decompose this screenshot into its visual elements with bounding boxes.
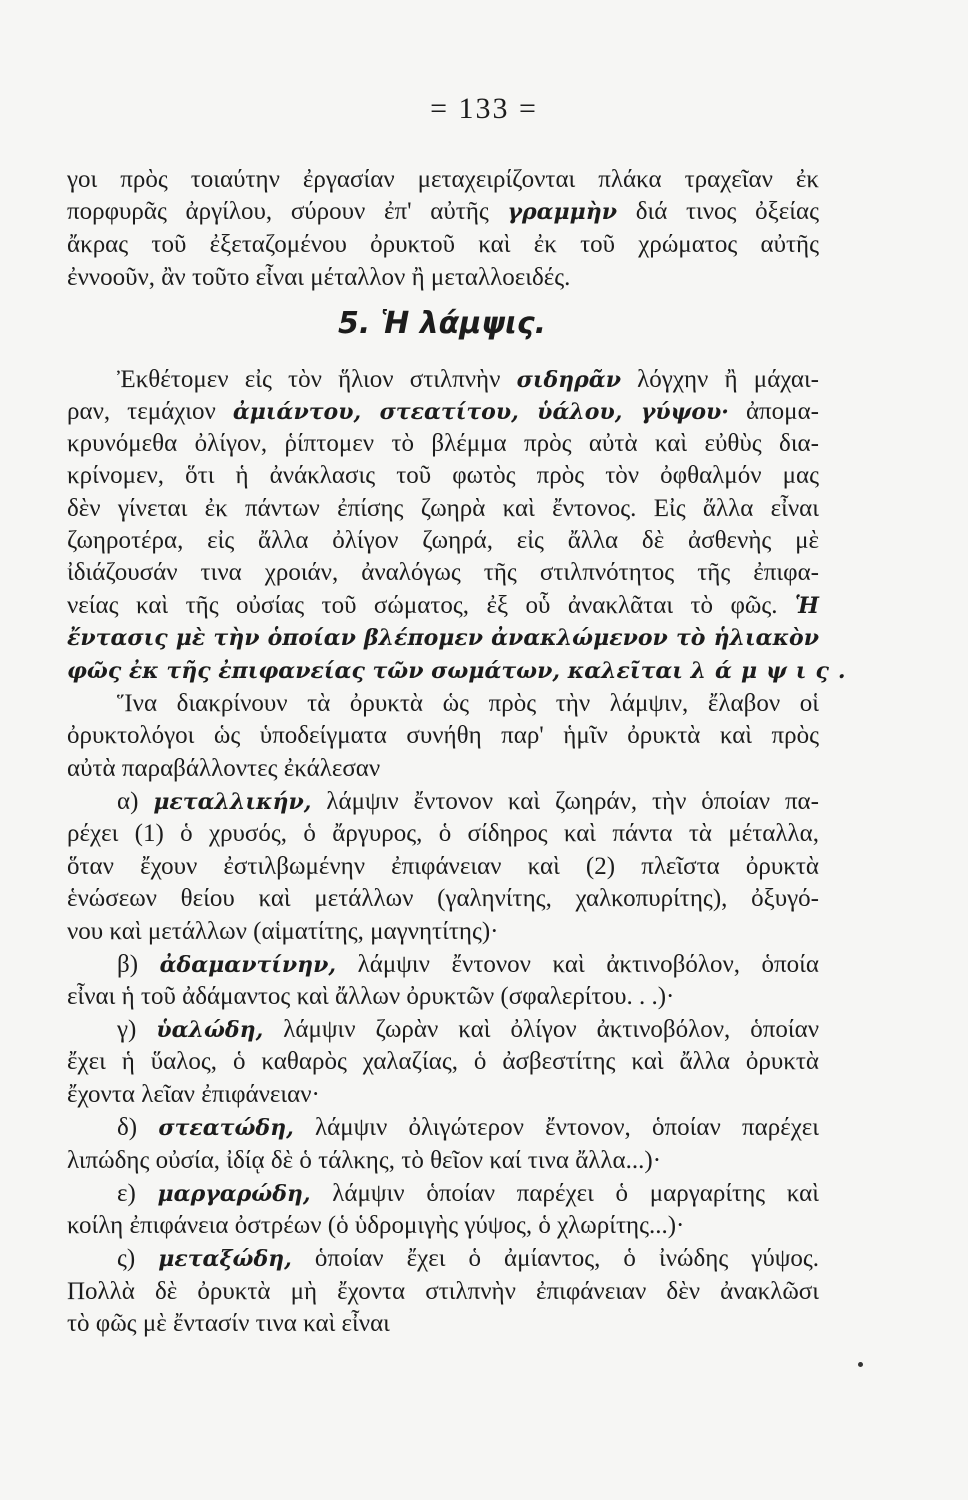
bold-term: λάμψις. bbox=[690, 658, 855, 684]
text-run: πορφυρᾶς ἀργίλου, σύρουν ἐπ' αὐτῆς bbox=[67, 198, 508, 225]
bold-term: στεατώδη, bbox=[158, 1115, 294, 1141]
text-run: ἑνώσεων θείου καὶ μετάλλων (γαληνίτης, χαλκοπυρίτης), ὀξυγό- bbox=[67, 885, 819, 912]
text-run: ἄκρας τοῦ ἐξεταζομένου ὀρυκτοῦ καὶ ἐκ τοῦ χρώματος αὐτῆς bbox=[67, 231, 819, 258]
text-run: ζωηροτέρα, εἰς ἄλλα ὀλίγον ζωηρά, εἰς ἄλλα δὲ ἀσθενὴς μὲ bbox=[67, 527, 819, 554]
text-line bbox=[67, 1079, 819, 1111]
text-line bbox=[67, 364, 819, 396]
text-run: λόγχην ἢ μάχαι- bbox=[620, 366, 820, 393]
text-run: δ) bbox=[67, 1114, 159, 1141]
ink-speck bbox=[858, 1362, 863, 1367]
text-run: ραν, τεμάχιον bbox=[67, 398, 233, 425]
text-line bbox=[67, 396, 819, 428]
text-line bbox=[67, 1308, 819, 1340]
bold-term: ἀδαμαντίνην, bbox=[159, 952, 337, 978]
text-line bbox=[67, 525, 819, 557]
text-line bbox=[67, 786, 819, 818]
text-line bbox=[67, 688, 819, 720]
text-run: νου καὶ μετάλλων (αἱματίτης, μαγνητίτης)· bbox=[67, 918, 499, 945]
text-run: νείας καὶ τῆς οὐσίας τοῦ σώματος, ἐξ οὗ ἀνακλᾶται τὸ φῶς. bbox=[67, 592, 795, 619]
text-run: ἔχει ἡ ὕαλος, ὁ καθαρὸς χαλαζίας, ὁ ἀσβεστίτης καὶ ἄλλα ὀρυκτὰ bbox=[67, 1048, 819, 1075]
text-line bbox=[67, 851, 819, 883]
text-run: Ἐκθέτομεν εἰς τὸν ἥλιον στιλπνὴν bbox=[67, 366, 517, 393]
text-line bbox=[67, 1243, 819, 1275]
text-line bbox=[67, 883, 819, 915]
text-run: διά τινος ὀξείας bbox=[617, 198, 819, 225]
text-run: ἰδιάζουσάν τινα χροιάν, ἀναλόγως τῆς στιλπνότητος τῆς ἐπιφα- bbox=[67, 559, 819, 586]
text-line bbox=[67, 229, 819, 261]
text-line bbox=[67, 655, 855, 687]
text-run: τὸ φῶς μὲ ἔντασίν τινα καὶ εἶναι bbox=[67, 1310, 390, 1337]
bold-term: Ἡ bbox=[794, 593, 819, 619]
text-run: ὀρυκτολόγοι ὡς ὑποδείγματα συνήθη παρ' ἡμῖν ὀρυκτὰ καὶ πρὸς bbox=[67, 722, 819, 749]
text-line bbox=[67, 262, 819, 294]
text-run: δὲν γίνεται ἐκ πάντων ἐπίσης ζωηρὰ καὶ ἔντονος. Εἰς ἄλλα εἶναι bbox=[67, 495, 819, 522]
text-run: α) bbox=[67, 788, 154, 815]
text-run: γοι πρὸς τοιαύτην ἐργασίαν μεταχειρίζονται πλάκα τραχεῖαν ἐκ bbox=[67, 166, 819, 193]
text-line bbox=[67, 1210, 819, 1242]
text-run: κοίλη ἐπιφάνεια ὀστρέων (ὁ ὑδρομιγὴς γύψος, ὁ χλωρίτης...)· bbox=[67, 1212, 685, 1239]
text-run: λάμψιν ζωρὰν καὶ ὀλίγον ἀκτινοβόλον, ὁποίαν bbox=[263, 1016, 820, 1043]
text-line bbox=[67, 590, 819, 622]
text-run: αὐτὰ παραβάλλοντες ἐκάλεσαν bbox=[67, 755, 381, 782]
bold-term: ἀμιάντου, στεατίτου, ὑάλου, γύψου· bbox=[232, 399, 729, 425]
text-line bbox=[67, 557, 819, 589]
text-run: Πολλὰ δὲ ὀρυκτὰ μὴ ἔχοντα στιλπνὴν ἐπιφάνειαν δὲν ἀνακλῶσι bbox=[67, 1278, 819, 1305]
text-line bbox=[67, 818, 819, 850]
bold-term: σιδηρᾶν bbox=[516, 367, 621, 393]
bold-term: μαργαρώδη, bbox=[157, 1181, 311, 1207]
page-number: = 133 = bbox=[430, 92, 538, 125]
text-run: ς) bbox=[67, 1245, 159, 1272]
bold-term: μεταξώδη, bbox=[158, 1246, 292, 1272]
text-run: ἐννοοῦν, ἂν τοῦτο εἶναι μέταλλον ἢ μεταλλοειδές. bbox=[67, 264, 571, 291]
bold-term: ὑαλώδη, bbox=[156, 1017, 264, 1043]
text-line bbox=[67, 428, 819, 460]
text-run: ρέχει (1) ὁ χρυσός, ὁ ἄργυρος, ὁ σίδηρος καὶ πάντα τὰ μέταλλα, bbox=[67, 820, 819, 847]
text-run: λάμψιν ὀλιγώτερον ἔντονον, ὁποίαν παρέχει bbox=[293, 1114, 820, 1141]
bold-term: ἔντασις μὲ τὴν ὁποίαν βλέπομεν ἀνακλώμενον τὸ ἡλιακὸν bbox=[67, 625, 819, 651]
bold-term: μεταλλικήν, bbox=[153, 789, 312, 815]
text-run: κρίνομεν, ὅτι ἡ ἀνάκλασις τοῦ φωτὸς πρὸς τὸν ὀφθαλμόν μας bbox=[67, 462, 819, 489]
text-run: εἶναι ἡ τοῦ ἀδάμαντος καὶ ἄλλων ὀρυκτῶν (σφαλερίτου. . .)· bbox=[67, 983, 675, 1010]
text-line bbox=[67, 753, 819, 785]
text-run: λιπώδης οὐσία, ἰδίᾳ δὲ ὁ τάλκης, τὸ θεῖον καί τινα ἄλλα...)· bbox=[67, 1147, 662, 1174]
text-line bbox=[67, 1145, 819, 1177]
text-line bbox=[67, 1276, 819, 1308]
text-line bbox=[67, 1014, 819, 1046]
bold-term: φῶς ἐκ τῆς ἐπιφανείας τῶν σωμάτων, καλεῖται bbox=[67, 658, 691, 684]
text-line bbox=[67, 460, 819, 492]
text-line bbox=[67, 1112, 819, 1144]
text-run: λάμψιν ἔντονον καὶ ζωηράν, τὴν ὁποίαν πα- bbox=[311, 788, 819, 815]
text-run: β) bbox=[67, 951, 160, 978]
text-run: ὅταν ἔχουν ἐστιλβωμένην ἐπιφάνειαν καὶ (2) πλεῖστα ὀρυκτὰ bbox=[67, 853, 819, 880]
section-heading: 5. Ἡ λάμψις. bbox=[338, 306, 547, 341]
text-run: ε) bbox=[67, 1180, 158, 1207]
text-line bbox=[67, 949, 819, 981]
text-run: ὁποίαν ἔχει ὁ ἀμίαντος, ὁ ἰνώδης γύψος. bbox=[291, 1245, 819, 1272]
text-line bbox=[67, 1178, 819, 1210]
text-line bbox=[67, 164, 819, 196]
text-run: κρυνόμεθα ὀλίγον, ῥίπτομεν τὸ βλέμμα πρὸς αὐτὰ καὶ εὐθὺς δια- bbox=[67, 430, 819, 457]
text-line bbox=[67, 493, 819, 525]
text-line bbox=[67, 1046, 819, 1078]
text-line bbox=[67, 196, 819, 228]
text-run: λάμψιν ἔντονον καὶ ἀκτινοβόλον, ὁποία bbox=[336, 951, 820, 978]
text-run: γ) bbox=[67, 1016, 157, 1043]
text-run: ἔχοντα λεῖαν ἐπιφάνειαν· bbox=[67, 1081, 320, 1108]
text-line bbox=[67, 916, 819, 948]
text-line bbox=[67, 720, 819, 752]
text-line bbox=[67, 981, 819, 1013]
text-line bbox=[67, 622, 819, 654]
bold-term: γραμμὴν bbox=[507, 199, 618, 225]
text-run: Ἵνα διακρίνουν τὰ ὀρυκτὰ ὡς πρὸς τὴν λάμψιν, ἔλαβον οἱ bbox=[67, 690, 819, 717]
text-run: ἀπομα- bbox=[728, 398, 819, 425]
text-run: λάμψιν ὁποίαν παρέχει ὁ μαργαρίτης καὶ bbox=[310, 1180, 819, 1207]
